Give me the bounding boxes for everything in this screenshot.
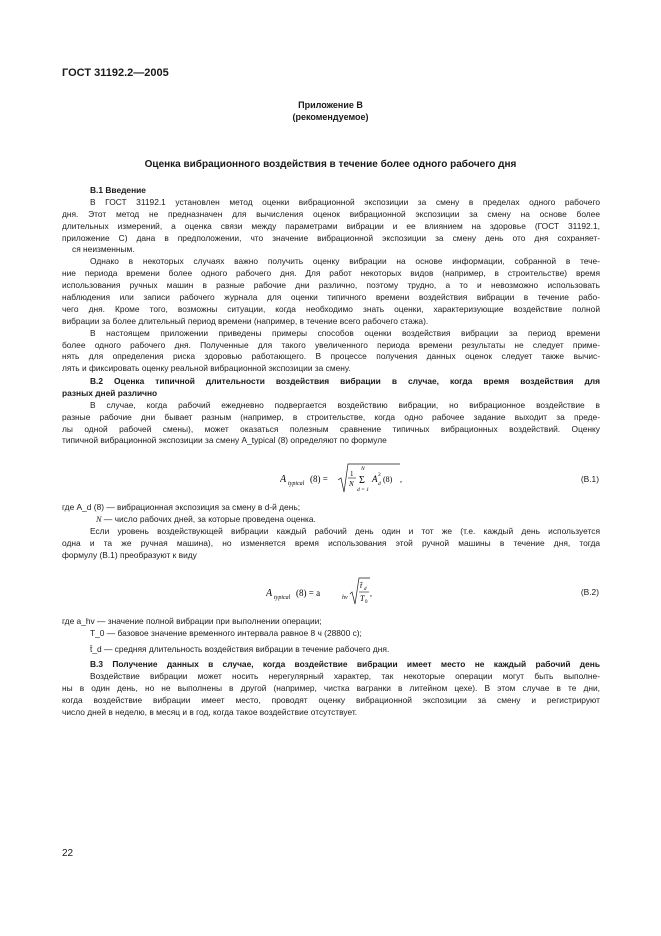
b1-p3-line: нять для определения риска здоровью работающего. В процессе получения данных оценок следует также вычис- bbox=[62, 351, 600, 362]
f2-arg: (8) = a bbox=[296, 588, 321, 598]
formula-b1-svg bbox=[280, 462, 410, 496]
b1-heading: В.1 Введение bbox=[90, 185, 146, 195]
def-ad-symbol: где A_d (8) bbox=[62, 502, 105, 512]
page-number: 22 bbox=[62, 848, 74, 859]
sum-sign: Σ bbox=[359, 475, 365, 486]
formula-b1-number: (В.1) bbox=[580, 474, 599, 484]
b1-p2-line: использования ручных машин в разные рабочие дни различно, поэтому трудно, а то и невозможно использовать bbox=[62, 280, 600, 291]
f2-num: t̄ bbox=[360, 581, 363, 590]
b1-p3-line: лять и фиксировать оценку реальной вибрационной экспозиции за смену. bbox=[62, 363, 351, 374]
b1-p2-line: наблюдения или записи рабочего журнала для оценки типичного времени воздействия вибрации в течение рабо- bbox=[62, 292, 600, 303]
b1-p1-line: дня. Этот метод не предназначен для вычисления оценок вибрационной экспозиции за смену на основе более bbox=[62, 208, 600, 219]
b2-p1-line: разные рабочие дни бывает разным (например, в строительстве, когда одно рабочее задание выходит за преде- bbox=[62, 411, 600, 422]
b1-p2-line: Однако в некоторых случаях важно получить оценку вибрации на основе информации, собранной в тече- bbox=[90, 256, 600, 267]
annex-title: Приложение В bbox=[298, 100, 363, 110]
f2-den: T bbox=[360, 594, 365, 603]
f1-sum-bot: d = 1 bbox=[357, 487, 369, 493]
b1-p1-line: длительных измерений, а оценка связи между параметрами вибрации и ее влиянием на здоровье (ГОСТ 31192.1, bbox=[62, 220, 600, 231]
b1-p2-line: ние периода времени более одного рабочего дня. Для работ некоторых видов (например, в строительстве) время bbox=[62, 268, 600, 279]
formula-b2 bbox=[266, 576, 376, 610]
f1-term-sub: d bbox=[378, 481, 381, 487]
f2-a-sub: hv bbox=[342, 595, 348, 601]
f1-frac-den: N bbox=[349, 480, 354, 488]
f2-tail: , bbox=[370, 589, 372, 598]
b2-heading-line: разных дней различно bbox=[62, 387, 158, 398]
section-b1 bbox=[62, 185, 600, 375]
b1-p1-line: приложение С) дана в предположении, что значение вибрационной экспозиции за смену день ото дня сохраняет- bbox=[62, 232, 600, 243]
section-b3 bbox=[62, 659, 600, 718]
b1-p3-line: В настоящем приложении приведены примеры способов оценки воздействия вибрации за период времени bbox=[90, 327, 600, 338]
definitions-b2 bbox=[62, 616, 600, 656]
def-ahv: где a_hv — значение полной вибрации при выполнении операции; bbox=[62, 616, 322, 626]
formula-b2-number: (В.2) bbox=[580, 587, 599, 597]
b2-p2-line: Если уровень воздействующей вибрации каждый рабочий день один и тот же (т.е. каждый день используется bbox=[90, 526, 600, 536]
b2-p2-line: одна и та же ручная машина), но изменяется время использования этой ручной машины в течение дня, тогда bbox=[62, 537, 600, 548]
b2-paragraph-2 bbox=[62, 526, 600, 562]
def-n-text: — число рабочих дней, за которые проведена оценка. bbox=[101, 513, 316, 524]
def-ad bbox=[62, 502, 600, 514]
b3-p1-line: ны в один день, но не выполнены в другой (например, чистка вагранки в литейном цехе). В этом случае в те дни, bbox=[62, 682, 600, 693]
section-title: Оценка вибрационного воздействия в течение более одного рабочего дня bbox=[144, 159, 517, 170]
f1-tail: , bbox=[400, 475, 402, 484]
b3-p1-line: число дней в неделю, в месяц и в год, когда такое воздействие отсутствует. bbox=[62, 706, 358, 717]
f1-frac-num: 1 bbox=[350, 470, 354, 478]
b3-p1-line: когда воздействие вибрации имеет место, проводят оценку вибрационной экспозиции за смену и регистрируют bbox=[62, 694, 600, 705]
def-n bbox=[62, 514, 600, 526]
f1-sum-top: N bbox=[361, 466, 365, 472]
formula-b1 bbox=[280, 462, 410, 498]
f2-num-sub: d bbox=[364, 587, 367, 592]
def-ad-text: — вибрационная экспозиция за смену в d-й день; bbox=[104, 502, 301, 512]
f1-term-arg: (8) bbox=[383, 475, 393, 484]
b1-p3-line: более одного рабочего дня. Полученные для такого увеличенного периода времени результаты не следует приме- bbox=[62, 339, 600, 350]
b1-p1-line: ся неизменным. bbox=[72, 244, 135, 255]
b1-p2-line: чего дня. Кроме того, возможны ситуации, когда необходимо знать оценки, характеризующие воздействие полной bbox=[62, 303, 600, 314]
definitions-b1 bbox=[62, 502, 600, 526]
b2-p1-line: В случае, когда рабочий ежедневно подвергается воздействию вибрации, но вибрационное воздействие в bbox=[90, 399, 600, 410]
annex-status: (рекомендуемое) bbox=[292, 112, 369, 122]
f1-term: A bbox=[372, 474, 378, 484]
section-b2 bbox=[62, 376, 600, 447]
b2-heading-line: В.2 Оценка типичной длительности воздействия вибрации в случае, когда время воздействия для bbox=[90, 376, 600, 386]
formula-b2-svg bbox=[266, 576, 376, 608]
b2-p1-line: типичной вибрационной экспозиции за смену A_typical (8) определяют по формуле bbox=[62, 435, 387, 446]
f1-arg: (8) = bbox=[310, 474, 328, 484]
f2-lhs-sub: typical bbox=[274, 595, 291, 601]
f2-lhs: A bbox=[266, 588, 273, 599]
def-n-symbol: N bbox=[96, 514, 102, 524]
f1-lhs: A bbox=[280, 474, 287, 485]
b1-p1-line: В ГОСТ 31192.1 установлен метод оценки вибрационной экспозиции за смену в пределах одного рабочего bbox=[90, 196, 600, 207]
def-td: t̄_d — средняя длительность воздействия вибрации в течение рабочего дня. bbox=[90, 643, 390, 654]
f2-den-sub: 0 bbox=[365, 600, 368, 605]
f1-term-sup: 2 bbox=[378, 472, 381, 478]
b1-p2-line: вибрации за более длительный период времени (например, в течение всего рабочего стажа). bbox=[62, 315, 429, 326]
f1-lhs-sub: typical bbox=[288, 481, 305, 487]
def-t0: T_0 — базовое значение временного интервала равное 8 ч (28800 с); bbox=[90, 627, 362, 638]
b3-heading: В.3 Получение данных в случае, когда воздействие вибрации имеет место не каждый рабочий день bbox=[90, 659, 600, 669]
b2-p2-line: формулу (В.1) преобразуют к виду bbox=[62, 549, 197, 560]
b3-p1-line: Воздействие вибрации может носить нерегулярный характер, так некоторые операции могут быть выполне- bbox=[90, 670, 600, 681]
standard-header: ГОСТ 31192.2—2005 bbox=[62, 67, 169, 79]
b2-p1-line: лы одной рабочей смены), может оказаться полезным сравнение типичных вибрационных воздействий. Оценку bbox=[62, 423, 600, 434]
